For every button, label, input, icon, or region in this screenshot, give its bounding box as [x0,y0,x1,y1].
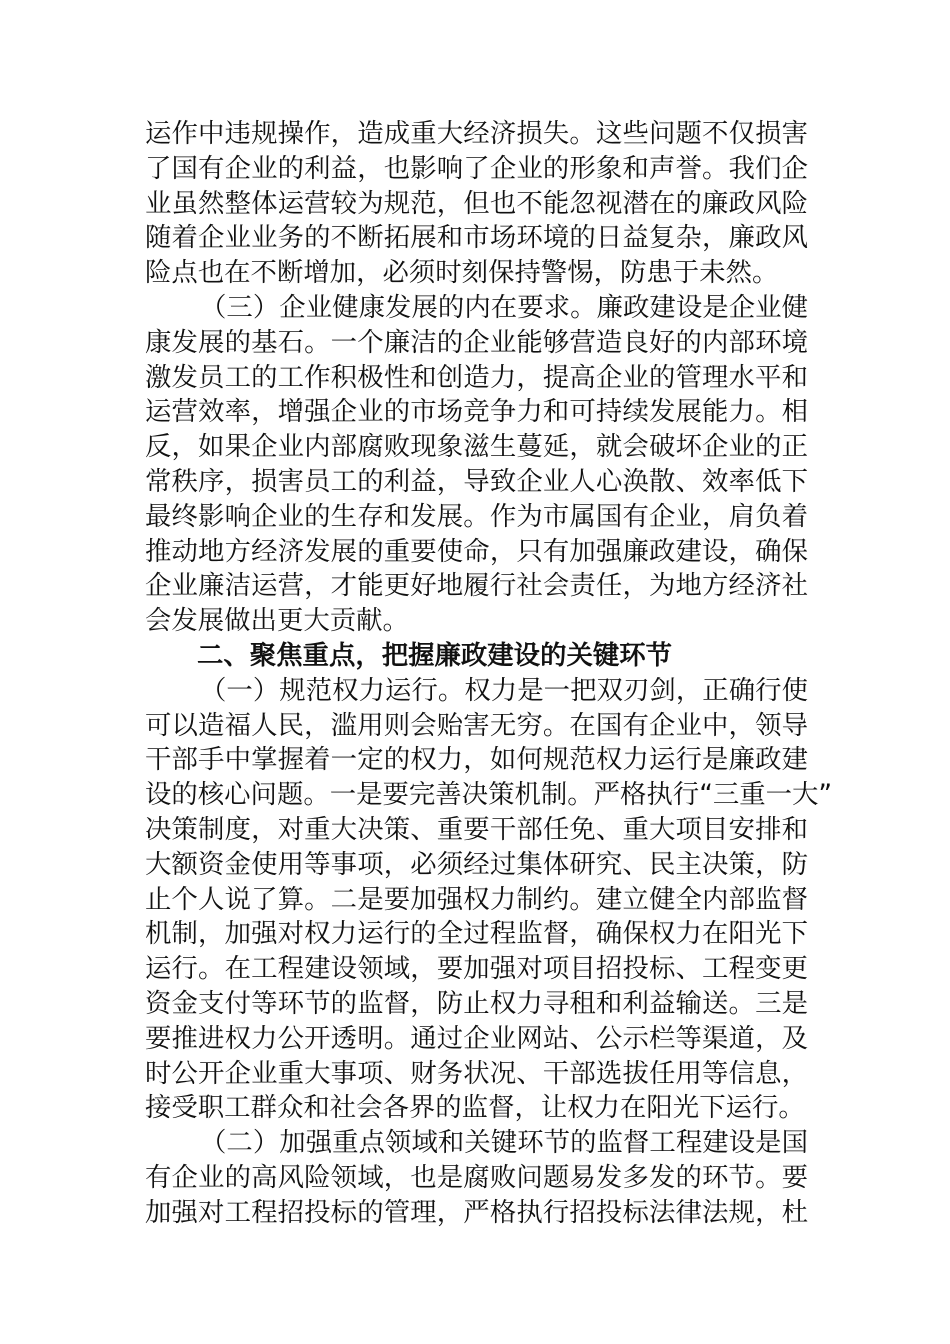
paragraph-line: 设的核心问题。一是要完善决策机制。严格执行“三重一大” [145,779,833,811]
paragraph-line: 推动地方经济发展的重要使命，只有加强廉政建设，确保 [145,535,808,567]
section-heading: 二、聚焦重点，把握廉政建设的关键环节 [197,640,673,671]
paragraph-line: 康发展的基石。一个廉洁的企业能够营造良好的内部环境 [145,326,808,358]
paragraph-line: 企业廉洁运营，才能更好地履行社会责任，为地方经济社 [145,570,808,602]
paragraph-line: 随着企业业务的不断拓展和市场环境的日益复杂，廉政风 [145,222,808,254]
paragraph-line: 反，如果企业内部腐败现象滋生蔓延，就会破坏企业的正 [145,431,808,463]
paragraph-line: （一）规范权力运行。权力是一把双刃剑，正确行使 [200,674,808,706]
paragraph-line: 激发员工的工作积极性和创造力，提高企业的管理水平和 [145,361,808,393]
paragraph-line: 运行。在工程建设领域，要加强对项目招投标、工程变更 [145,953,808,985]
paragraph-line: 可以造福人民，滥用则会贻害无穷。在国有企业中，领导 [145,709,808,741]
paragraph-line: 干部手中掌握着一定的权力，如何规范权力运行是廉政建 [145,744,808,776]
paragraph-line: 运营效率，增强企业的市场竞争力和可持续发展能力。相 [145,396,808,428]
paragraph-line: 机制，加强对权力运行的全过程监督，确保权力在阳光下 [145,918,808,950]
paragraph-line: 最终影响企业的生存和发展。作为市属国有企业，肩负着 [145,500,808,532]
paragraph-line: 运作中违规操作，造成重大经济损失。这些问题不仅损害 [145,118,808,149]
paragraph-line: 接受职工群众和社会各界的监督，让权力在阳光下运行。 [145,1092,805,1124]
paragraph-line: 常秩序，损害员工的利益，导致企业人心涣散、效率低下 [145,466,808,497]
paragraph-line: 要推进权力公开透明。通过企业网站、公示栏等渠道，及 [145,1022,808,1054]
paragraph-line: 会发展做出更大贡献。 [145,605,409,637]
paragraph-line: 了国有企业的利益，也影响了企业的形象和声誉。我们企 [145,152,808,184]
paragraph-line: 加强对工程招投标的管理，严格执行招投标法律法规，杜 [145,1196,808,1228]
paragraph-line: 止个人说了算。二是要加强权力制约。建立健全内部监督 [145,883,808,915]
paragraph-line: 决策制度，对重大决策、重要干部任免、重大项目安排和 [145,814,808,845]
paragraph-line: 大额资金使用等事项，必须经过集体研究、民主决策，防 [145,848,808,880]
paragraph-line: （二）加强重点领域和关键环节的监督工程建设是国 [200,1127,808,1159]
paragraph-line: 有企业的高风险领域，也是腐败问题易发多发的环节。要 [145,1162,808,1193]
paragraph-line: 时公开企业重大事项、财务状况、干部选拔任用等信息， [145,1057,808,1089]
paragraph-line: 险点也在不断增加，必须时刻保持警惕，防患于未然。 [145,257,779,289]
paragraph-line: （三）企业健康发展的内在要求。廉政建设是企业健 [200,292,808,323]
paragraph-line: 业虽然整体运营较为规范，但也不能忽视潜在的廉政风险 [145,187,808,219]
paragraph-line: 资金支付等环节的监督，防止权力寻租和利益输送。三是 [145,988,808,1019]
